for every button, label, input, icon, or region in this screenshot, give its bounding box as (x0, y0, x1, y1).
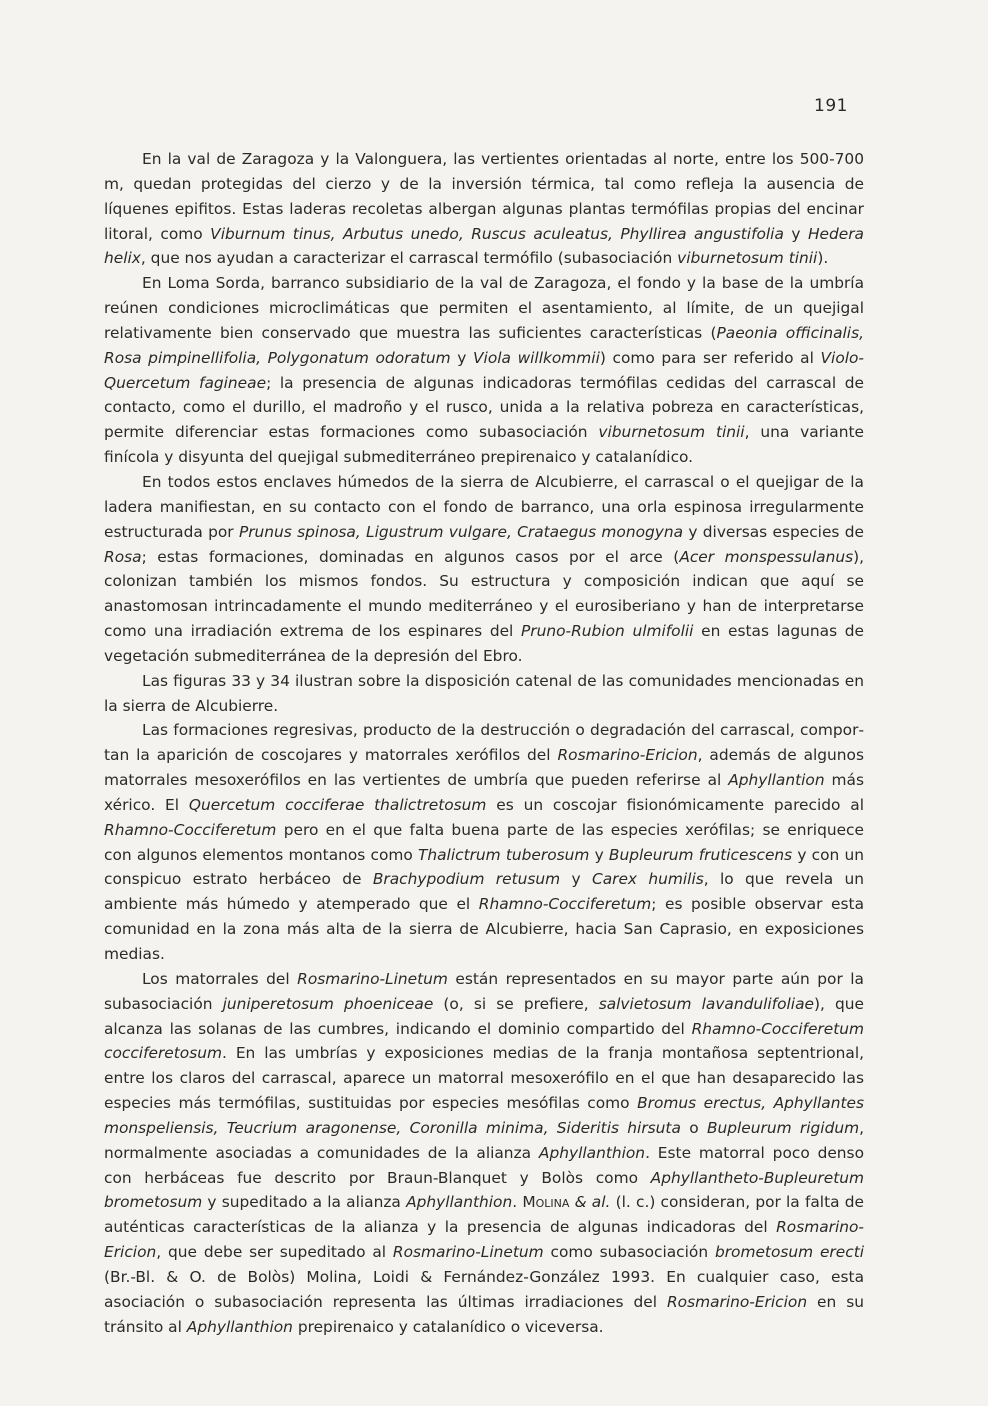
italic-text-run: Rosa (104, 547, 142, 566)
text-run: y (450, 348, 474, 367)
text-run: ) como para ser referido al (599, 348, 821, 367)
italic-text-run: Rosmarino-Ericion (666, 1292, 808, 1311)
text-run: En la val de Zaragoza y la Valonguera, las vertientes orientadas al norte, entre los 500-700 m, quedan protegidas del cierzo y de la inversión térmica, tal como refleja la ausencia de líquenes epifitos. Estas laderas recoletas albergan algunas plantas termófilas propias del encinar litoral, como (104, 150, 864, 243)
page-number: 191 (814, 96, 848, 116)
italic-text-run: Viola willkommii (473, 348, 600, 367)
paragraph (104, 718, 864, 966)
italic-text-run: Brachypodium retusum (372, 870, 561, 889)
italic-text-run: Viburnum tinus, Arbutus unedo, Ruscus aculeatus, Phyllirea angustifolia (210, 224, 784, 243)
text-run: En Loma Sorda, barranco subsidiario de la val de Zaragoza, el fondo y la base de la umbría reúnen condiciones microclimáticas que permiten el asentamiento, al límite, de un quejigal relativamente bien conservado que muestra las suficientes características ( (104, 274, 864, 342)
italic-text-run: Aphyllanthion (186, 1317, 293, 1336)
italic-text-run: Bupleurum rigidum (706, 1118, 860, 1137)
italic-text-run: Bromus erectus, Aphyllantes monspeliensis, Teucrium aragonense, Coronilla minima, Sideritis hirsuta (104, 1094, 864, 1137)
paragraph (104, 271, 864, 470)
italic-text-run: Carex humilis (591, 870, 704, 889)
text-run: están representados en su mayor parte aún por la subasociación (104, 969, 864, 1013)
text-run: y diversas especies de (683, 522, 864, 541)
italic-text-run: Aphyllantion (728, 771, 825, 790)
text-run: . Este matorral poco denso con herbáceas fue descrito por Braun-Blanquet y Bolòs como (104, 1143, 864, 1187)
text-run: , normalmente asociadas a comunidades de la alianza (104, 1118, 864, 1162)
text-run: ; la presencia de algunas indicadoras termófilas cedidas del carrascal de contacto, como el durillo, el madroño y el rusco, unida a la relativa pobreza en características, permite diferenciar estas formaciones como subasociación (104, 373, 864, 442)
text-run: y (783, 224, 808, 243)
paragraph (104, 147, 864, 271)
italic-text-run: Bupleurum fruticescens (608, 845, 793, 864)
text-run: y (560, 870, 592, 889)
italic-text-run: Prunus spinosa, Ligustrum vulgare, Crataegus monogyna (238, 522, 684, 541)
italic-text-run: Rosmarino-Ericion (557, 746, 698, 765)
text-run: Las figuras 33 y 34 ilustran sobre la disposición catenal de las comunidades mencionadas en la sierra de Alcubierre. (104, 671, 864, 715)
paragraph (104, 470, 864, 669)
text-run: , una variante finícola y disyunta del quejigal submediterráneo prepirenaico y catalanídico. (104, 423, 864, 467)
text-run: ; es posible observar esta comunidad en la zona más alta de la sierra de Alcubierre, hacia San Caprasio, en exposiciones medias. (104, 895, 865, 963)
italic-text-run: Pruno-Rubion ulmifolii (521, 622, 694, 641)
italic-text-run: Thalictrum tuberosum (417, 845, 590, 864)
text-run: y con un conspicuo estrato herbáceo de (104, 845, 864, 889)
text-run: pero en el que falta buena parte de las especies xerófilas; se enriquece con algunos elementos montanos como (104, 820, 864, 864)
italic-text-run: Aphyllanthion (538, 1143, 646, 1162)
italic-text-run: Rhamno-Cocciferetum (478, 895, 652, 914)
italic-text-run: brometosum erecti (714, 1243, 865, 1262)
italic-text-run: salvietosum lavandulifoliae (598, 994, 814, 1013)
italic-text-run: Aphyllanthion (406, 1193, 513, 1212)
italic-text-run: Rosmarino-Linetum (392, 1243, 544, 1262)
italic-text-run: Aphyllantheto-Bupleuretum brometosum (104, 1168, 864, 1212)
text-run: . En las umbrías y exposiciones medias de la franja montañosa septentrional, entre los claros del carrascal, aparece un matorral mesoxerófilo en el que han desaparecido las especies más termófilas, sustituidas por especies mesófilas como (104, 1044, 864, 1113)
italic-text-run: & al. (574, 1193, 611, 1212)
italic-text-run: viburnetosum tinii (598, 423, 745, 442)
text-run: en estas lagunas de vegetación submediterránea de la depresión del Ebro. (104, 622, 865, 665)
italic-text-run: Quercetum cocciferae thalictretosum (188, 795, 487, 814)
italic-text-run: Rosmarino-Linetum (297, 969, 448, 988)
italic-text-run: Acer monspessulanus (679, 547, 854, 566)
text-run: , lo que revela un ambiente más húmedo y atemperado que el (104, 870, 864, 914)
italic-text-run: Violo-Quercetum fagineae (104, 348, 864, 392)
text-run: ), colonizan también los mismos fondos. Su estructura y composición indican que aquí se anastomosan intrincadamente el mundo mediterráneo y el eurosiberiano y han de interpretarse como una irradiación extrema de los espinares del (104, 547, 865, 641)
text-run: ; estas formaciones, dominadas en algunos casos por el arce ( (141, 547, 680, 566)
italic-text-run: Rhamno-Cocciferetum cocciferetosum (104, 1019, 864, 1063)
text-run: y supeditado a la alianza (202, 1193, 407, 1212)
text-run: o (680, 1118, 707, 1137)
text-run: ). (817, 249, 829, 268)
text-run: prepirenaico y catalanídico o viceversa. (292, 1317, 604, 1336)
text-run: En todos estos enclaves húmedos de la sierra de Alcubierre, el carrascal o el quejigar de la ladera manifiestan, en su contacto con el fondo de barranco, una orla espinosa irregularmente estructurada por (104, 472, 864, 541)
text-run: como subasociación (543, 1243, 715, 1262)
text-run: (o, si se prefiere, (433, 994, 599, 1013)
text-run: (l. c.) consideran, por la falta de auténticas características de la alianza y la presencia de algunas indicadoras del (104, 1193, 864, 1237)
text-run: es un coscojar fisionómicamente parecido al (486, 795, 864, 814)
paragraph (104, 967, 864, 1340)
text-run: , que nos ayudan a caracterizar el carrascal termófilo (subasociación (140, 249, 678, 268)
italic-text-run: Paeonia officinalis, Rosa pimpinellifolia, Polygonatum odoratum (104, 323, 864, 367)
text-run: Los matorrales del (142, 969, 298, 988)
italic-text-run: Hedera helix (104, 224, 864, 268)
text-run: más xérico. El (104, 771, 864, 814)
text-run: Las formaciones regresivas, producto de la destrucción o degradación del carrascal, comportan la aparición de coscojares y matorrales xerófilos del (104, 721, 864, 765)
text-run: (Br.-Bl. & O. de Bolòs) Molina, Loidi & Fernández-González 1993. En cualquier caso, esta asociación o subasociación representa las últimas irradiaciones del (104, 1267, 864, 1311)
text-run: , que debe ser supeditado al (156, 1243, 393, 1262)
text-run: ), que alcanza las solanas de las cumbres, indicando el dominio compartido del (104, 994, 864, 1038)
paragraph (104, 669, 864, 719)
italic-text-run: Rhamno-Cocciferetum (104, 820, 277, 839)
italic-text-run: Rosmarino-Ericion (104, 1218, 864, 1262)
italic-text-run: viburnetosum tinii (677, 249, 818, 268)
text-run: . (512, 1193, 523, 1212)
text-run: en su tránsito al (104, 1292, 865, 1336)
text-run: , además de algunos matorrales mesoxerófilos en las vertientes de umbría que pueden referirse al (104, 746, 864, 790)
text-run: y (589, 845, 609, 864)
smallcaps-text-run: Molina (522, 1193, 570, 1212)
body-text (104, 147, 864, 1340)
italic-text-run: juniperetosum phoeniceae (222, 994, 434, 1013)
